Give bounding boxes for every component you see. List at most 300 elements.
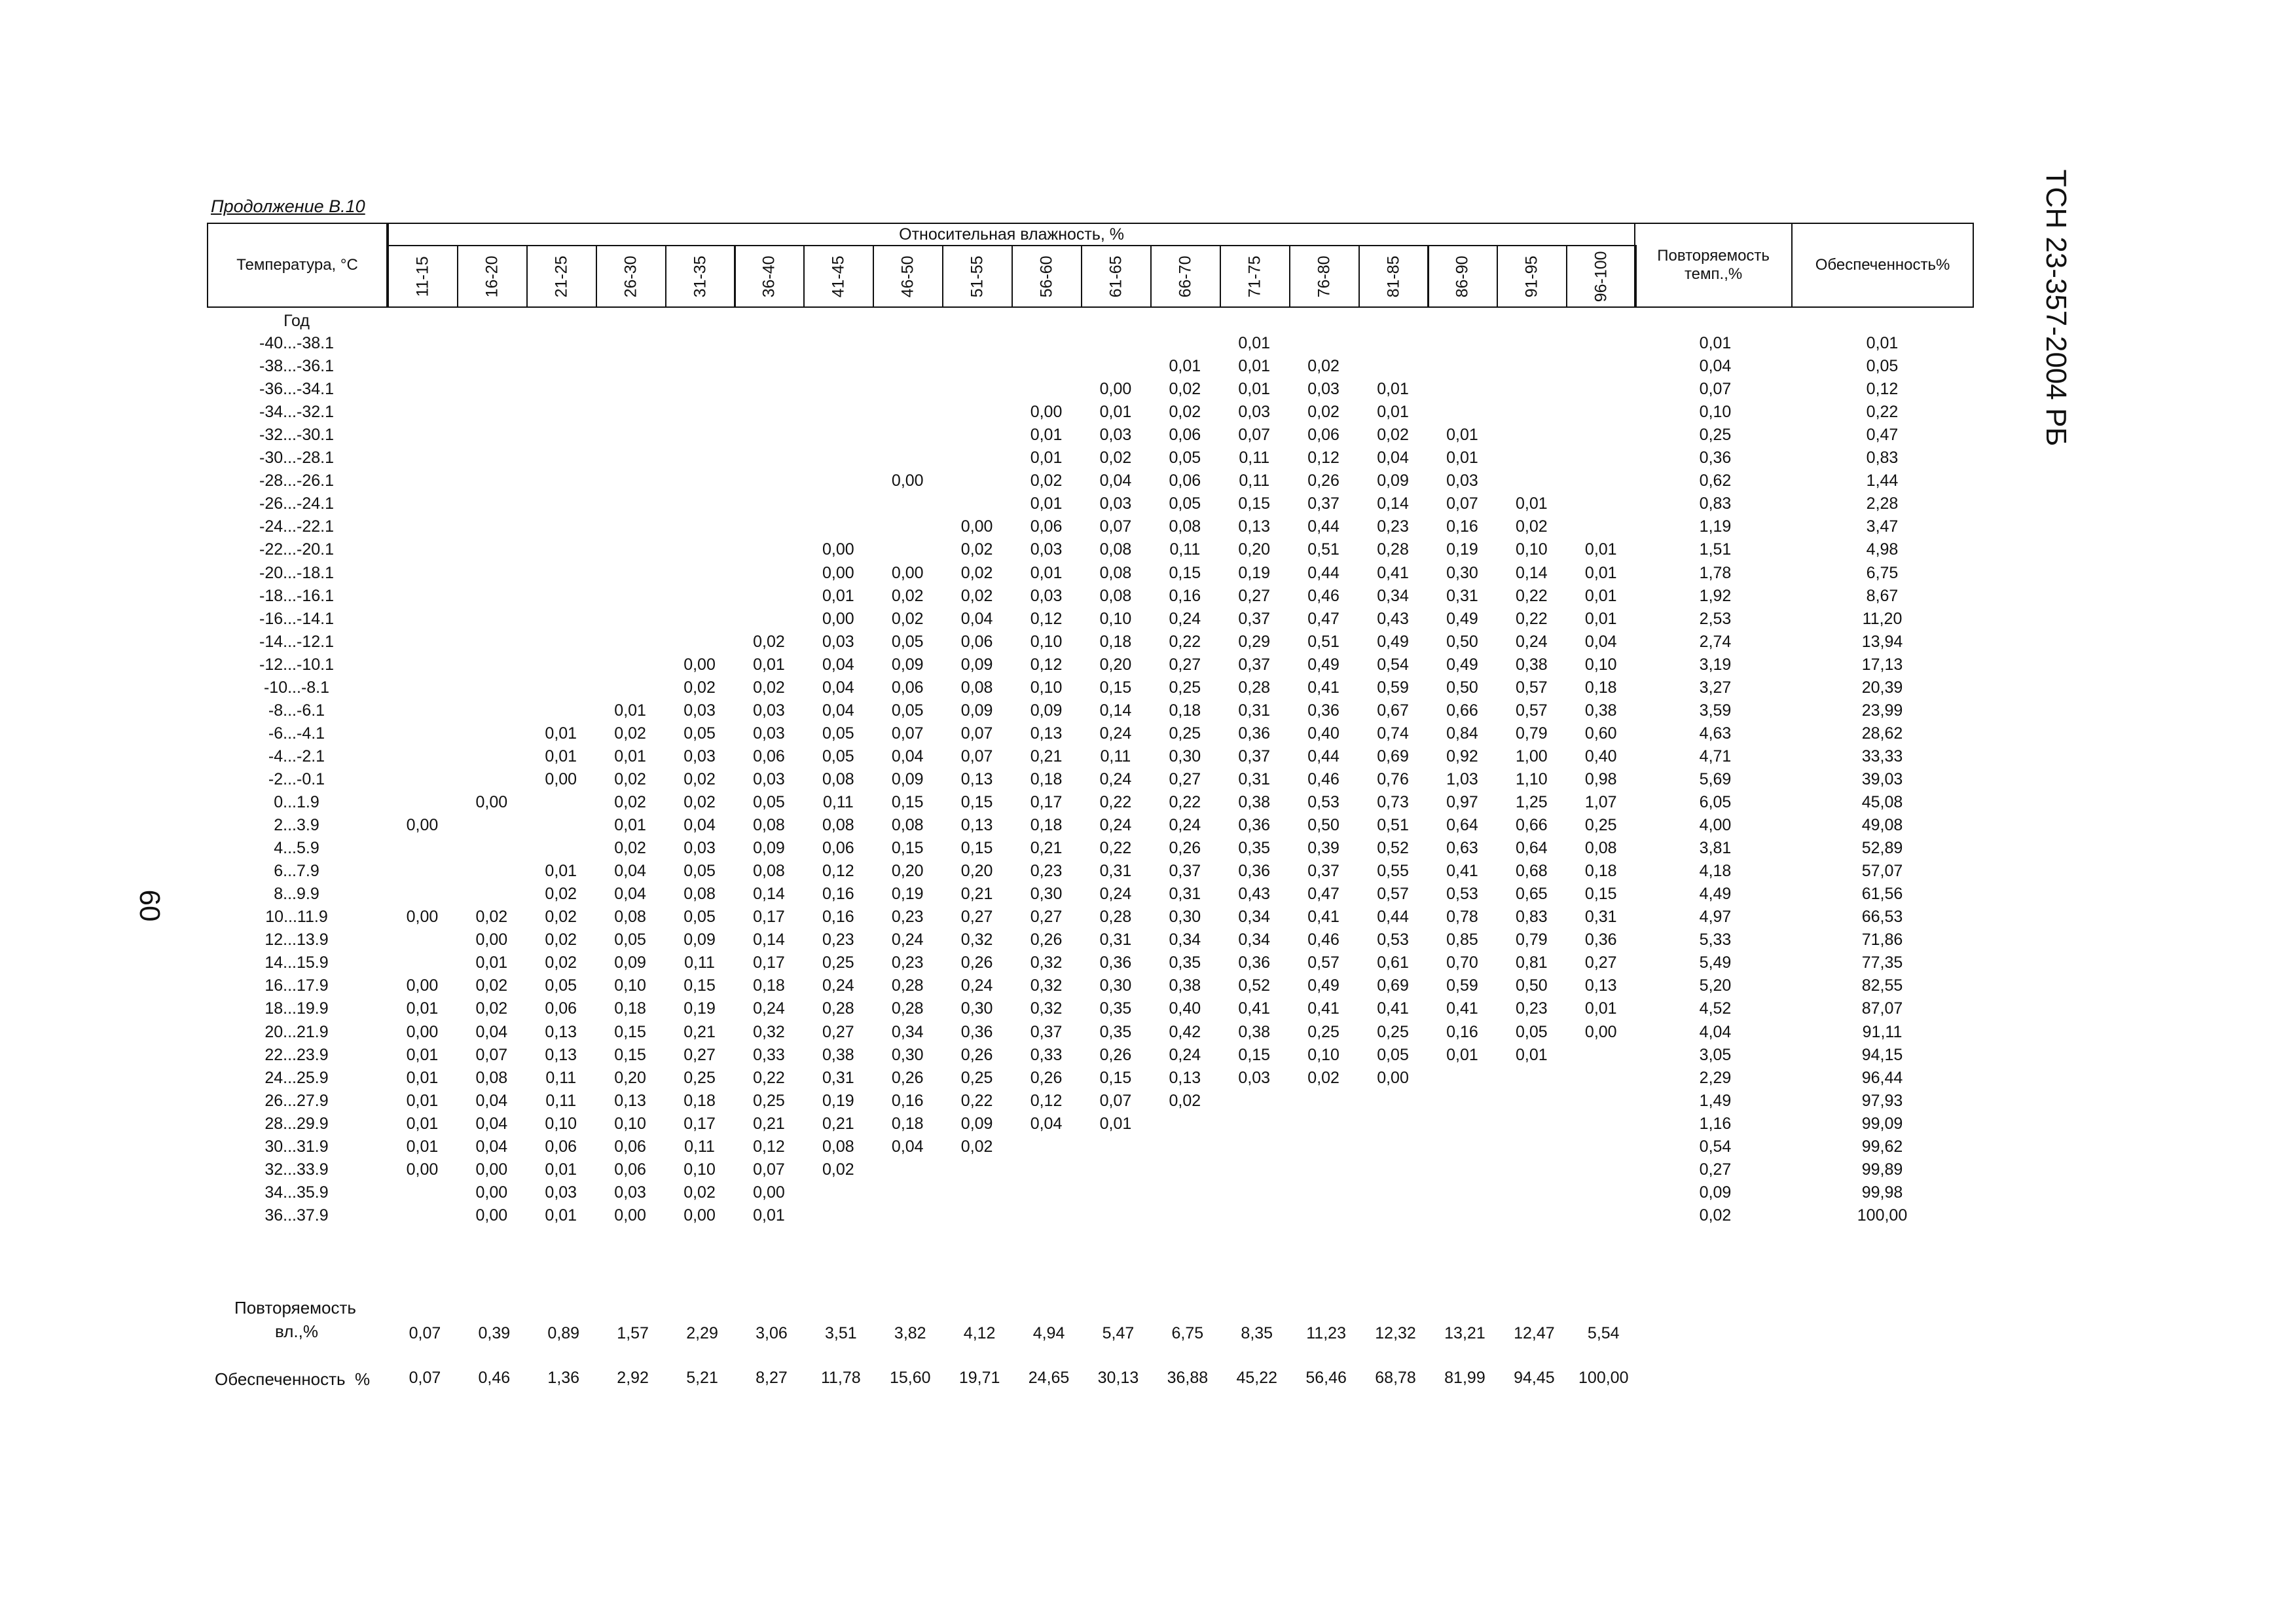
humidity-value-cell: 0,01 bbox=[753, 1206, 785, 1225]
temperature-row-label: -22...-20.1 bbox=[259, 540, 334, 559]
humidity-value-cell: 0,05 bbox=[683, 724, 716, 743]
humidity-value-cell: 0,59 bbox=[1377, 678, 1409, 697]
humidity-range-header bbox=[1428, 245, 1499, 308]
provision-cell: 91,11 bbox=[1862, 1022, 1903, 1041]
humidity-value-cell: 0,46 bbox=[1307, 931, 1339, 950]
humidity-value-cell: 0,08 bbox=[475, 1068, 508, 1087]
humidity-value-cell: 0,85 bbox=[1446, 931, 1478, 950]
provision-cell: 0,05 bbox=[1866, 357, 1899, 376]
humidity-value-cell: 0,66 bbox=[1446, 701, 1478, 720]
humidity-value-cell: 0,09 bbox=[891, 769, 924, 788]
provision-cell: 33,33 bbox=[1861, 747, 1903, 766]
repeatability-temp-cell: 4,52 bbox=[1699, 999, 1732, 1018]
humidity-value-cell: 0,51 bbox=[1307, 540, 1339, 559]
humidity-value-cell: 0,41 bbox=[1446, 862, 1478, 881]
humidity-value-cell: 0,97 bbox=[1446, 793, 1478, 811]
humidity-value-cell: 0,03 bbox=[1099, 494, 1132, 513]
humidity-value-cell: 0,15 bbox=[1238, 1045, 1271, 1064]
provision-humidity-cell: 0,46 bbox=[478, 1369, 511, 1387]
humidity-value-cell: 0,03 bbox=[753, 724, 785, 743]
humidity-value-cell: 0,19 bbox=[891, 885, 924, 904]
temperature-row-label: -8...-6.1 bbox=[268, 701, 325, 720]
humidity-value-cell: 0,10 bbox=[683, 1160, 716, 1179]
humidity-value-cell: 0,00 bbox=[406, 976, 439, 995]
humidity-value-cell: 0,43 bbox=[1238, 885, 1271, 904]
provision-cell: 99,89 bbox=[1861, 1160, 1903, 1179]
humidity-value-cell: 0,26 bbox=[1307, 471, 1339, 490]
humidity-value-cell: 0,08 bbox=[1099, 540, 1132, 559]
humidity-value-cell: 0,01 bbox=[545, 1206, 577, 1225]
humidity-value-cell: 0,19 bbox=[683, 999, 716, 1018]
humidity-value-cell: 0,38 bbox=[1169, 976, 1201, 995]
repeatability-temp-cell: 1,92 bbox=[1699, 586, 1732, 605]
temperature-row-label: 24...25.9 bbox=[264, 1068, 329, 1087]
repeatability-temp-cell: 0,04 bbox=[1699, 357, 1732, 376]
repeatability-temp-cell: 5,20 bbox=[1699, 976, 1732, 995]
humidity-value-cell: 0,53 bbox=[1307, 793, 1339, 811]
humidity-value-cell: 0,08 bbox=[891, 816, 924, 835]
humidity-value-cell: 0,00 bbox=[891, 471, 924, 490]
provision-cell: 94,15 bbox=[1861, 1045, 1903, 1064]
humidity-value-cell: 0,08 bbox=[1099, 586, 1132, 605]
humidity-range-header bbox=[1011, 245, 1082, 308]
humidity-range-label: 16-20 bbox=[483, 255, 501, 297]
humidity-value-cell: 0,25 bbox=[753, 1091, 785, 1110]
humidity-value-cell: 0,33 bbox=[753, 1045, 785, 1064]
humidity-value-cell: 0,41 bbox=[1377, 999, 1409, 1018]
humidity-value-cell: 0,01 bbox=[545, 862, 577, 881]
humidity-value-cell: 0,12 bbox=[753, 1137, 785, 1156]
humidity-value-cell: 0,28 bbox=[1099, 908, 1132, 927]
humidity-value-cell: 0,57 bbox=[1516, 678, 1548, 697]
repeatability-humidity-cell: 11,23 bbox=[1306, 1324, 1346, 1342]
humidity-value-cell: 0,98 bbox=[1584, 769, 1617, 788]
repeatability-humidity-cell: 8,35 bbox=[1241, 1324, 1273, 1342]
humidity-value-cell: 0,27 bbox=[1030, 908, 1063, 927]
humidity-value-cell: 0,18 bbox=[753, 976, 785, 995]
humidity-range-header bbox=[457, 245, 528, 308]
humidity-value-cell: 0,05 bbox=[1169, 449, 1201, 468]
humidity-value-cell: 0,00 bbox=[1030, 403, 1063, 422]
humidity-value-cell: 0,18 bbox=[1030, 769, 1063, 788]
humidity-value-cell: 0,01 bbox=[545, 1160, 577, 1179]
temperature-row-label: 16...17.9 bbox=[264, 976, 329, 995]
repeatability-temp-cell: 4,63 bbox=[1699, 724, 1732, 743]
humidity-value-cell: 0,34 bbox=[1238, 908, 1271, 927]
humidity-value-cell: 0,49 bbox=[1377, 632, 1409, 651]
provision-humidity-cell: 24,65 bbox=[1028, 1369, 1070, 1387]
provision-humidity-cell: 11,78 bbox=[820, 1369, 861, 1387]
temperature-row-label: -18...-16.1 bbox=[259, 586, 334, 605]
humidity-value-cell: 0,05 bbox=[614, 931, 646, 950]
repeatability-temp-cell: 0,25 bbox=[1699, 426, 1732, 445]
humidity-value-cell: 0,01 bbox=[1584, 540, 1617, 559]
humidity-value-cell: 0,01 bbox=[1446, 1045, 1478, 1064]
humidity-value-cell: 0,04 bbox=[1099, 471, 1132, 490]
humidity-value-cell: 0,09 bbox=[960, 1114, 993, 1133]
humidity-value-cell: 0,00 bbox=[545, 769, 577, 788]
humidity-value-cell: 0,20 bbox=[614, 1068, 646, 1087]
humidity-value-cell: 0,00 bbox=[960, 517, 993, 536]
humidity-value-cell: 0,03 bbox=[614, 1183, 646, 1202]
humidity-value-cell: 0,25 bbox=[1377, 1022, 1409, 1041]
repeatability-humidity-cell: 0,39 bbox=[478, 1324, 511, 1342]
humidity-value-cell: 0,40 bbox=[1584, 747, 1617, 766]
humidity-value-cell: 0,42 bbox=[1169, 1022, 1201, 1041]
humidity-value-cell: 0,15 bbox=[891, 793, 924, 811]
humidity-value-cell: 0,18 bbox=[891, 1114, 924, 1133]
provision-cell: 6,75 bbox=[1866, 563, 1899, 582]
humidity-value-cell: 0,10 bbox=[614, 976, 646, 995]
humidity-value-cell: 0,38 bbox=[1516, 655, 1548, 674]
humidity-value-cell: 0,37 bbox=[1307, 494, 1339, 513]
provision-cell: 52,89 bbox=[1861, 839, 1903, 858]
humidity-value-cell: 0,01 bbox=[406, 1045, 439, 1064]
humidity-value-cell: 0,28 bbox=[1238, 678, 1271, 697]
humidity-value-cell: 0,00 bbox=[1377, 1068, 1409, 1087]
humidity-range-header bbox=[1289, 245, 1360, 308]
temperature-row-label: -10...-8.1 bbox=[263, 678, 330, 697]
humidity-value-cell: 0,37 bbox=[1169, 862, 1201, 881]
humidity-value-cell: 0,05 bbox=[753, 793, 785, 811]
humidity-value-cell: 0,05 bbox=[822, 747, 854, 766]
humidity-value-cell: 0,32 bbox=[1030, 953, 1063, 972]
humidity-value-cell: 0,70 bbox=[1446, 953, 1478, 972]
humidity-value-cell: 0,50 bbox=[1516, 976, 1548, 995]
repeatability-temp-cell: 1,78 bbox=[1699, 563, 1732, 582]
humidity-value-cell: 0,07 bbox=[475, 1045, 508, 1064]
provision-cell: 4,98 bbox=[1866, 540, 1899, 559]
humidity-value-cell: 0,02 bbox=[1307, 357, 1339, 376]
humidity-value-cell: 0,04 bbox=[822, 678, 854, 697]
humidity-value-cell: 0,40 bbox=[1307, 724, 1339, 743]
humidity-range-label: 91-95 bbox=[1522, 255, 1541, 297]
humidity-value-cell: 0,04 bbox=[614, 885, 646, 904]
humidity-value-cell: 0,19 bbox=[822, 1091, 854, 1110]
humidity-value-cell: 0,44 bbox=[1307, 517, 1339, 536]
humidity-value-cell: 0,34 bbox=[1377, 586, 1409, 605]
humidity-value-cell: 0,02 bbox=[545, 885, 577, 904]
humidity-value-cell: 0,20 bbox=[1238, 540, 1271, 559]
provision-cell: 71,86 bbox=[1861, 931, 1903, 950]
humidity-value-cell: 0,11 bbox=[1100, 747, 1131, 766]
humidity-value-cell: 0,20 bbox=[891, 862, 924, 881]
humidity-value-cell: 0,02 bbox=[1030, 471, 1063, 490]
humidity-value-cell: 0,01 bbox=[1030, 494, 1063, 513]
humidity-value-cell: 0,60 bbox=[1584, 724, 1617, 743]
temperature-row-label: 12...13.9 bbox=[264, 931, 329, 950]
humidity-value-cell: 0,05 bbox=[683, 862, 716, 881]
repeatability-humidity-cell: 0,89 bbox=[547, 1324, 580, 1342]
humidity-value-cell: 0,10 bbox=[1030, 678, 1063, 697]
humidity-value-cell: 0,28 bbox=[822, 999, 854, 1018]
repeatability-temp-cell: 0,83 bbox=[1699, 494, 1732, 513]
humidity-range-label: 41-45 bbox=[829, 255, 848, 297]
temperature-row-label: -4...-2.1 bbox=[268, 747, 325, 766]
humidity-value-cell: 0,09 bbox=[1030, 701, 1063, 720]
humidity-value-cell: 0,03 bbox=[822, 632, 854, 651]
humidity-value-cell: 0,01 bbox=[753, 655, 785, 674]
provision-cell: 23,99 bbox=[1861, 701, 1903, 720]
humidity-value-cell: 0,41 bbox=[1377, 563, 1409, 582]
humidity-value-cell: 0,02 bbox=[614, 769, 646, 788]
humidity-value-cell: 0,13 bbox=[545, 1045, 577, 1064]
provision-cell: 99,62 bbox=[1861, 1137, 1903, 1156]
humidity-value-cell: 0,10 bbox=[545, 1114, 577, 1133]
humidity-value-cell: 0,25 bbox=[1169, 678, 1201, 697]
humidity-value-cell: 0,30 bbox=[1169, 908, 1201, 927]
repeatability-temp-cell: 1,51 bbox=[1699, 540, 1732, 559]
repeatability-header: Повторяемость темп.,% bbox=[1634, 223, 1793, 308]
repeatability-temp-cell: 1,49 bbox=[1699, 1091, 1732, 1110]
repeatability-temp-cell: 1,19 bbox=[1699, 517, 1732, 536]
humidity-value-cell: 0,01 bbox=[1516, 494, 1548, 513]
humidity-value-cell: 0,53 bbox=[1377, 931, 1409, 950]
repeatability-humidity-cell: 1,57 bbox=[617, 1324, 649, 1342]
humidity-value-cell: 0,38 bbox=[1238, 793, 1271, 811]
provision-humidity-cell: 56,46 bbox=[1305, 1369, 1347, 1387]
humidity-value-cell: 0,30 bbox=[960, 999, 993, 1018]
humidity-value-cell: 0,17 bbox=[1030, 793, 1063, 811]
humidity-value-cell: 0,01 bbox=[1584, 563, 1617, 582]
humidity-range-header bbox=[388, 245, 458, 308]
humidity-value-cell: 0,73 bbox=[1377, 793, 1409, 811]
humidity-value-cell: 0,02 bbox=[1169, 403, 1201, 422]
humidity-value-cell: 0,37 bbox=[1238, 655, 1271, 674]
repeatability-temp-cell: 3,27 bbox=[1699, 678, 1732, 697]
humidity-value-cell: 0,23 bbox=[891, 953, 924, 972]
humidity-value-cell: 0,09 bbox=[1377, 471, 1409, 490]
humidity-value-cell: 0,34 bbox=[1238, 931, 1271, 950]
humidity-value-cell: 0,21 bbox=[960, 885, 993, 904]
repeatability-humidity-cell: 0,07 bbox=[409, 1324, 441, 1342]
humidity-value-cell: 0,08 bbox=[1099, 563, 1132, 582]
humidity-value-cell: 0,52 bbox=[1377, 839, 1409, 858]
humidity-value-cell: 0,28 bbox=[1377, 540, 1409, 559]
humidity-value-cell: 0,18 bbox=[683, 1091, 716, 1110]
humidity-value-cell: 0,02 bbox=[545, 931, 577, 950]
humidity-value-cell: 0,03 bbox=[1238, 1068, 1271, 1087]
humidity-value-cell: 0,66 bbox=[1516, 816, 1548, 835]
humidity-value-cell: 0,15 bbox=[1169, 563, 1201, 582]
humidity-value-cell: 0,03 bbox=[545, 1183, 577, 1202]
humidity-value-cell: 0,31 bbox=[1238, 701, 1271, 720]
humidity-value-cell: 0,02 bbox=[1169, 380, 1201, 399]
repeatability-temp-cell: 2,29 bbox=[1699, 1068, 1732, 1087]
provision-cell: 99,98 bbox=[1861, 1183, 1903, 1202]
humidity-value-cell: 0,00 bbox=[475, 1183, 508, 1202]
humidity-value-cell: 0,37 bbox=[1238, 609, 1271, 628]
humidity-range-header bbox=[526, 245, 597, 308]
provision-cell: 0,01 bbox=[1866, 334, 1899, 352]
humidity-value-cell: 0,03 bbox=[1446, 471, 1478, 490]
humidity-value-cell: 0,36 bbox=[1238, 862, 1271, 881]
humidity-value-cell: 0,37 bbox=[1030, 1022, 1063, 1041]
provision-cell: 28,62 bbox=[1861, 724, 1903, 743]
humidity-range-header bbox=[1358, 245, 1429, 308]
repeatability-temp-cell: 0,62 bbox=[1699, 471, 1732, 490]
humidity-value-cell: 0,01 bbox=[1030, 449, 1063, 468]
humidity-value-cell: 0,14 bbox=[1516, 563, 1548, 582]
humidity-value-cell: 0,13 bbox=[960, 769, 993, 788]
humidity-value-cell: 0,15 bbox=[1099, 678, 1132, 697]
provision-cell: 82,55 bbox=[1861, 976, 1903, 995]
page-number: 60 bbox=[134, 889, 166, 922]
humidity-value-cell: 0,25 bbox=[1584, 816, 1617, 835]
humidity-value-cell: 0,05 bbox=[891, 632, 924, 651]
humidity-value-cell: 0,50 bbox=[1446, 678, 1478, 697]
repeatability-temp-cell: 1,16 bbox=[1699, 1114, 1732, 1133]
temperature-row-label: 26...27.9 bbox=[264, 1091, 329, 1110]
humidity-value-cell: 0,06 bbox=[1307, 426, 1339, 445]
humidity-value-cell: 0,01 bbox=[822, 586, 854, 605]
humidity-value-cell: 0,13 bbox=[960, 816, 993, 835]
repeatability-temp-cell: 0,54 bbox=[1699, 1137, 1732, 1156]
humidity-value-cell: 0,11 bbox=[684, 953, 715, 972]
humidity-value-cell: 0,30 bbox=[891, 1045, 924, 1064]
repeatability-temp-cell: 0,09 bbox=[1699, 1183, 1732, 1202]
humidity-value-cell: 0,22 bbox=[1516, 586, 1548, 605]
humidity-value-cell: 0,57 bbox=[1307, 953, 1339, 972]
temperature-row-label: 2...3.9 bbox=[274, 816, 319, 835]
humidity-value-cell: 0,07 bbox=[1099, 1091, 1132, 1110]
humidity-value-cell: 0,02 bbox=[1307, 403, 1339, 422]
humidity-value-cell: 0,27 bbox=[960, 908, 993, 927]
humidity-value-cell: 0,04 bbox=[475, 1022, 508, 1041]
humidity-value-cell: 0,34 bbox=[1169, 931, 1201, 950]
provision-humidity-cell: 2,92 bbox=[617, 1369, 649, 1387]
humidity-value-cell: 0,27 bbox=[822, 1022, 854, 1041]
humidity-value-cell: 0,04 bbox=[475, 1114, 508, 1133]
temperature-header: Температура, °С bbox=[207, 223, 388, 308]
humidity-range-header bbox=[1150, 245, 1221, 308]
humidity-value-cell: 0,25 bbox=[1307, 1022, 1339, 1041]
repeatability-temp-cell: 2,74 bbox=[1699, 632, 1732, 651]
humidity-value-cell: 0,14 bbox=[1099, 701, 1132, 720]
humidity-value-cell: 0,69 bbox=[1377, 976, 1409, 995]
humidity-value-cell: 0,04 bbox=[960, 609, 993, 628]
provision-humidity-cell: 0,07 bbox=[409, 1369, 441, 1387]
humidity-value-cell: 0,25 bbox=[683, 1068, 716, 1087]
humidity-value-cell: 0,11 bbox=[545, 1068, 577, 1087]
temperature-row-label: -24...-22.1 bbox=[259, 517, 334, 536]
humidity-value-cell: 0,05 bbox=[1516, 1022, 1548, 1041]
repeatability-humidity-cell: 4,12 bbox=[963, 1324, 996, 1342]
humidity-value-cell: 0,02 bbox=[614, 793, 646, 811]
humidity-range-label: 21-25 bbox=[552, 255, 571, 297]
humidity-value-cell: 0,36 bbox=[1307, 701, 1339, 720]
humidity-value-cell: 0,07 bbox=[1446, 494, 1478, 513]
humidity-value-cell: 0,00 bbox=[822, 609, 854, 628]
repeatability-temp-cell: 4,49 bbox=[1699, 885, 1732, 904]
humidity-value-cell: 0,02 bbox=[545, 908, 577, 927]
humidity-value-cell: 0,00 bbox=[891, 563, 924, 582]
humidity-value-cell: 0,05 bbox=[545, 976, 577, 995]
humidity-value-cell: 0,17 bbox=[683, 1114, 716, 1133]
humidity-value-cell: 0,79 bbox=[1516, 724, 1548, 743]
humidity-value-cell: 0,08 bbox=[753, 816, 785, 835]
humidity-range-header bbox=[596, 245, 666, 308]
repeatability-temp-cell: 5,33 bbox=[1699, 931, 1732, 950]
humidity-value-cell: 0,04 bbox=[614, 862, 646, 881]
humidity-value-cell: 0,01 bbox=[1516, 1045, 1548, 1064]
humidity-value-cell: 0,00 bbox=[1099, 380, 1132, 399]
humidity-value-cell: 0,06 bbox=[1169, 471, 1201, 490]
humidity-value-cell: 0,07 bbox=[960, 747, 993, 766]
provision-cell: 2,28 bbox=[1866, 494, 1899, 513]
humidity-value-cell: 0,01 bbox=[1030, 426, 1063, 445]
humidity-value-cell: 0,00 bbox=[406, 1022, 439, 1041]
humidity-value-cell: 0,47 bbox=[1307, 609, 1339, 628]
humidity-value-cell: 0,24 bbox=[891, 931, 924, 950]
humidity-value-cell: 0,02 bbox=[891, 609, 924, 628]
temperature-row-label: -36...-34.1 bbox=[259, 380, 334, 399]
humidity-range-label: 81-85 bbox=[1384, 255, 1403, 297]
humidity-value-cell: 0,15 bbox=[683, 976, 716, 995]
humidity-value-cell: 0,24 bbox=[1099, 885, 1132, 904]
humidity-value-cell: 0,01 bbox=[406, 1068, 439, 1087]
temperature-row-label: -20...-18.1 bbox=[259, 563, 334, 582]
humidity-value-cell: 0,01 bbox=[614, 816, 646, 835]
humidity-value-cell: 0,19 bbox=[1238, 563, 1271, 582]
temperature-row-label: 30...31.9 bbox=[264, 1137, 329, 1156]
humidity-value-cell: 0,07 bbox=[1238, 426, 1271, 445]
humidity-range-label: 76-80 bbox=[1315, 255, 1334, 297]
provision-humidity-label: Обеспеченность % bbox=[215, 1369, 371, 1389]
humidity-value-cell: 0,02 bbox=[683, 1183, 716, 1202]
humidity-value-cell: 0,49 bbox=[1446, 609, 1478, 628]
humidity-value-cell: 0,44 bbox=[1307, 747, 1339, 766]
humidity-value-cell: 0,52 bbox=[1238, 976, 1271, 995]
humidity-value-cell: 0,36 bbox=[1238, 816, 1271, 835]
humidity-value-cell: 0,34 bbox=[891, 1022, 924, 1041]
repeatability-humidity-cell: 12,47 bbox=[1514, 1324, 1555, 1342]
humidity-value-cell: 0,32 bbox=[1030, 976, 1063, 995]
humidity-value-cell: 0,05 bbox=[1377, 1045, 1409, 1064]
repeatability-temp-cell: 3,05 bbox=[1699, 1045, 1732, 1064]
humidity-value-cell: 0,25 bbox=[1169, 724, 1201, 743]
humidity-value-cell: 0,03 bbox=[1030, 540, 1063, 559]
repeatability-humidity-cell: 3,82 bbox=[894, 1324, 926, 1342]
humidity-value-cell: 0,23 bbox=[1516, 999, 1548, 1018]
humidity-value-cell: 0,13 bbox=[1238, 517, 1271, 536]
humidity-value-cell: 0,24 bbox=[1099, 769, 1132, 788]
humidity-range-label: 46-50 bbox=[898, 255, 917, 297]
humidity-range-header bbox=[665, 245, 736, 308]
humidity-range-label: 61-65 bbox=[1106, 255, 1125, 297]
humidity-range-header bbox=[942, 245, 1013, 308]
humidity-value-cell: 0,00 bbox=[406, 1160, 439, 1179]
humidity-value-cell: 1,00 bbox=[1516, 747, 1548, 766]
humidity-value-cell: 0,22 bbox=[960, 1091, 993, 1110]
humidity-value-cell: 0,83 bbox=[1516, 908, 1548, 927]
humidity-value-cell: 0,26 bbox=[1030, 931, 1063, 950]
provision-humidity-cell: 45,22 bbox=[1236, 1369, 1278, 1387]
humidity-value-cell: 0,11 bbox=[684, 1137, 715, 1156]
humidity-range-label: 31-35 bbox=[691, 255, 710, 297]
provision-cell: 61,56 bbox=[1861, 885, 1903, 904]
humidity-value-cell: 0,24 bbox=[1169, 609, 1201, 628]
humidity-value-cell: 0,15 bbox=[1584, 885, 1617, 904]
repeatability-temp-cell: 0,10 bbox=[1699, 403, 1732, 422]
provision-cell: 11,20 bbox=[1862, 609, 1903, 628]
repeatability-temp-cell: 6,05 bbox=[1699, 793, 1732, 811]
humidity-value-cell: 0,15 bbox=[614, 1022, 646, 1041]
humidity-value-cell: 0,29 bbox=[1238, 632, 1271, 651]
humidity-value-cell: 0,06 bbox=[891, 678, 924, 697]
temperature-row-label: 4...5.9 bbox=[274, 839, 319, 858]
humidity-value-cell: 0,00 bbox=[822, 563, 854, 582]
